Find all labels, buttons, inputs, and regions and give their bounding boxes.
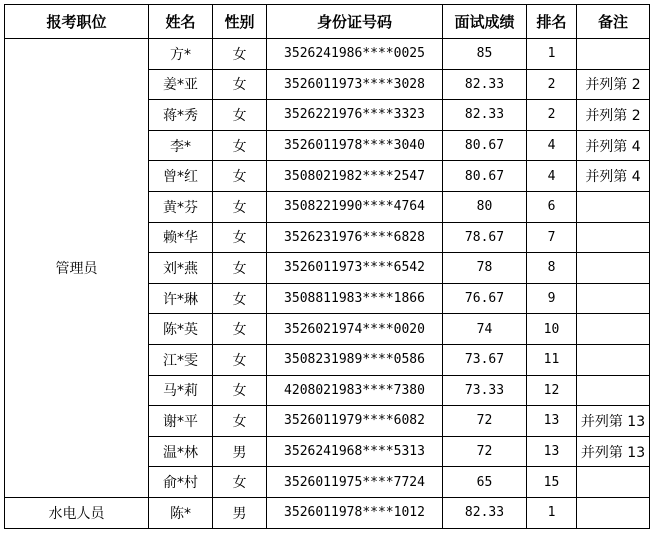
name-cell: 蒋*秀 [149, 100, 213, 131]
header-row [5, 5, 650, 39]
note-cell [577, 467, 650, 498]
score-cell: 78.67 [443, 222, 527, 253]
score-cell: 80.67 [443, 161, 527, 192]
note-cell: 并列第 2 [577, 100, 650, 131]
name-cell: 陈* [149, 497, 213, 528]
position-cell: 水电人员 [5, 497, 149, 528]
header-id-number: 身份证号码 [267, 5, 443, 39]
id-number-cell: 3526011978****3040 [267, 130, 443, 161]
note-cell [577, 314, 650, 345]
name-cell: 曾*红 [149, 161, 213, 192]
name-cell: 温*林 [149, 436, 213, 467]
note-cell [577, 222, 650, 253]
gender-cell: 女 [213, 39, 267, 70]
header-gender: 性别 [213, 5, 267, 39]
table-row [5, 39, 650, 70]
id-number-cell: 3526021974****0020 [267, 314, 443, 345]
name-cell: 方* [149, 39, 213, 70]
name-cell: 黄*芬 [149, 191, 213, 222]
header-position: 报考职位 [5, 5, 149, 39]
id-number-cell: 4208021983****7380 [267, 375, 443, 406]
id-number-cell: 3508231989****0586 [267, 344, 443, 375]
note-cell: 并列第 13 [577, 436, 650, 467]
score-cell: 78 [443, 253, 527, 284]
rank-cell: 10 [527, 314, 577, 345]
rank-cell: 4 [527, 161, 577, 192]
name-cell: 陈*英 [149, 314, 213, 345]
rank-cell: 4 [527, 130, 577, 161]
rank-cell: 13 [527, 406, 577, 437]
rank-cell: 2 [527, 69, 577, 100]
note-cell [577, 497, 650, 528]
rank-cell: 12 [527, 375, 577, 406]
note-cell [577, 253, 650, 284]
header-name: 姓名 [149, 5, 213, 39]
gender-cell: 女 [213, 161, 267, 192]
gender-cell: 男 [213, 497, 267, 528]
rank-cell: 8 [527, 253, 577, 284]
note-cell [577, 39, 650, 70]
table-row [5, 497, 650, 528]
rank-cell: 2 [527, 100, 577, 131]
header-rank: 排名 [527, 5, 577, 39]
gender-cell: 女 [213, 314, 267, 345]
note-cell [577, 344, 650, 375]
note-cell: 并列第 2 [577, 69, 650, 100]
id-number-cell: 3526011973****3028 [267, 69, 443, 100]
score-cell: 73.33 [443, 375, 527, 406]
gender-cell: 女 [213, 283, 267, 314]
gender-cell: 女 [213, 191, 267, 222]
id-number-cell: 3508811983****1866 [267, 283, 443, 314]
header-note: 备注 [577, 5, 650, 39]
id-number-cell: 3526231976****6828 [267, 222, 443, 253]
id-number-cell: 3508021982****2547 [267, 161, 443, 192]
name-cell: 刘*燕 [149, 253, 213, 284]
name-cell: 姜*亚 [149, 69, 213, 100]
rank-cell: 1 [527, 497, 577, 528]
score-cell: 85 [443, 39, 527, 70]
rank-cell: 15 [527, 467, 577, 498]
id-number-cell: 3526011979****6082 [267, 406, 443, 437]
score-cell: 76.67 [443, 283, 527, 314]
id-number-cell: 3526011973****6542 [267, 253, 443, 284]
rank-cell: 7 [527, 222, 577, 253]
id-number-cell: 3526011975****7724 [267, 467, 443, 498]
position-cell: 管理员 [5, 39, 149, 498]
gender-cell: 女 [213, 467, 267, 498]
gender-cell: 女 [213, 100, 267, 131]
name-cell: 赖*华 [149, 222, 213, 253]
gender-cell: 女 [213, 406, 267, 437]
table-body [5, 39, 650, 529]
score-cell: 72 [443, 436, 527, 467]
score-cell: 73.67 [443, 344, 527, 375]
id-number-cell: 3526241986****0025 [267, 39, 443, 70]
score-cell: 82.33 [443, 497, 527, 528]
note-cell: 并列第 13 [577, 406, 650, 437]
gender-cell: 男 [213, 436, 267, 467]
score-cell: 80 [443, 191, 527, 222]
id-number-cell: 3526221976****3323 [267, 100, 443, 131]
name-cell: 谢*平 [149, 406, 213, 437]
rank-cell: 9 [527, 283, 577, 314]
header-score: 面试成绩 [443, 5, 527, 39]
name-cell: 江*雯 [149, 344, 213, 375]
name-cell: 许*琳 [149, 283, 213, 314]
name-cell: 马*莉 [149, 375, 213, 406]
id-number-cell: 3508221990****4764 [267, 191, 443, 222]
score-cell: 82.33 [443, 69, 527, 100]
name-cell: 俞*村 [149, 467, 213, 498]
id-number-cell: 3526011978****1012 [267, 497, 443, 528]
gender-cell: 女 [213, 222, 267, 253]
id-number-cell: 3526241968****5313 [267, 436, 443, 467]
score-cell: 74 [443, 314, 527, 345]
score-cell: 80.67 [443, 130, 527, 161]
rank-cell: 6 [527, 191, 577, 222]
note-cell: 并列第 4 [577, 130, 650, 161]
gender-cell: 女 [213, 69, 267, 100]
score-cell: 72 [443, 406, 527, 437]
gender-cell: 女 [213, 375, 267, 406]
name-cell: 李* [149, 130, 213, 161]
rank-cell: 11 [527, 344, 577, 375]
rank-cell: 13 [527, 436, 577, 467]
note-cell [577, 283, 650, 314]
gender-cell: 女 [213, 344, 267, 375]
rank-cell: 1 [527, 39, 577, 70]
note-cell [577, 375, 650, 406]
note-cell: 并列第 4 [577, 161, 650, 192]
gender-cell: 女 [213, 130, 267, 161]
score-cell: 82.33 [443, 100, 527, 131]
gender-cell: 女 [213, 253, 267, 284]
results-table [4, 4, 650, 529]
score-cell: 65 [443, 467, 527, 498]
note-cell [577, 191, 650, 222]
